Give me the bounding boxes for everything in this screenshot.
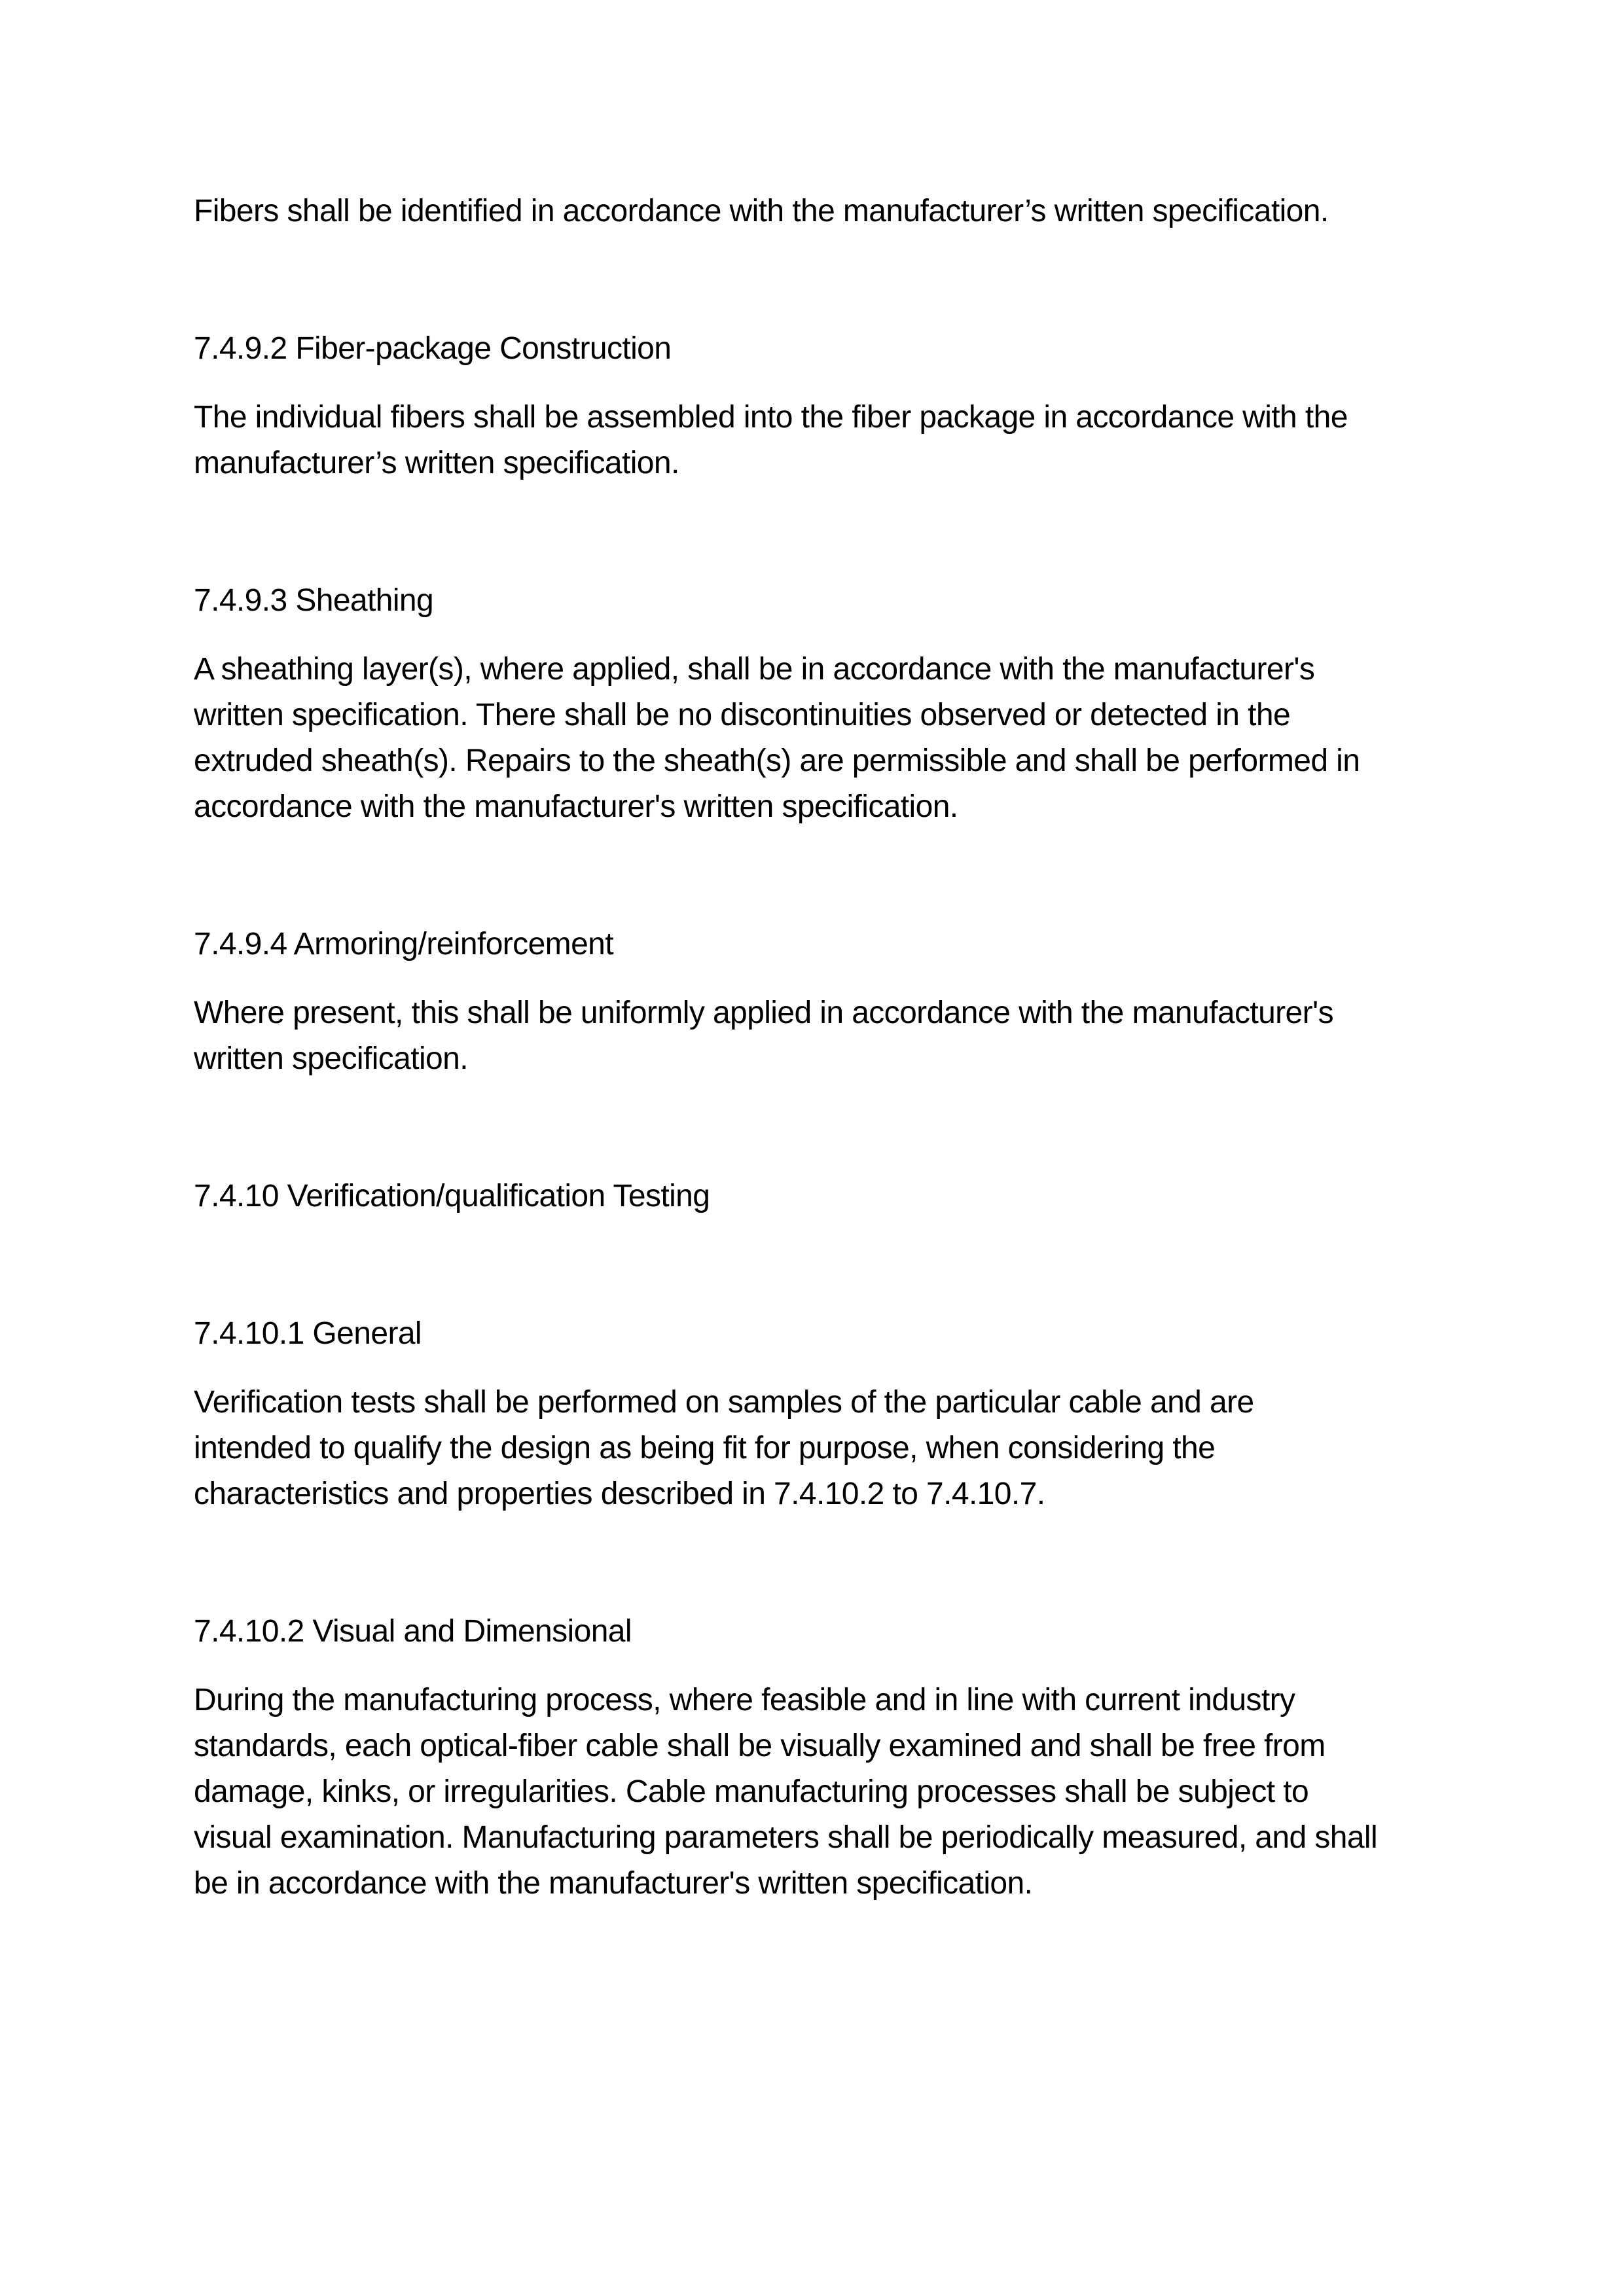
heading-7-4-9-3: 7.4.9.3 Sheathing [194,583,434,618]
paragraph-verification-general [194,1380,1477,1517]
paragraph-line: The individual fibers shall be assembled into the fiber package in accordance with the [194,400,1348,435]
paragraph-line: written specification. [194,1041,468,1076]
heading-7-4-10-2: 7.4.10.2 Visual and Dimensional [194,1614,632,1649]
paragraph-line: written specification. There shall be no discontinuities observed or detected in the [194,698,1291,732]
paragraph-fiber-package [194,395,1477,486]
paragraph-line: A sheathing layer(s), where applied, shall be in accordance with the manufacturer's [194,652,1315,687]
heading-7-4-9-2: 7.4.9.2 Fiber-package Construction [194,331,672,366]
paragraph-line: Verification tests shall be performed on samples of the particular cable and are [194,1385,1254,1420]
paragraph-line: During the manufacturing process, where feasible and in line with current industry [194,1683,1295,1717]
paragraph-line: intended to qualify the design as being fit for purpose, when considering the [194,1431,1216,1465]
paragraph-line: Where present, this shall be uniformly applied in accordance with the manufacturer's [194,996,1333,1030]
heading-7-4-10-1: 7.4.10.1 General [194,1316,422,1351]
paragraph-visual-dimensional [194,1677,1477,1907]
paragraph-line: extruded sheath(s). Repairs to the sheath(s) are permissible and shall be performed in [194,744,1360,778]
paragraph-line: characteristics and properties described in 7.4.10.2 to 7.4.10.7. [194,1477,1045,1511]
paragraph-line: be in accordance with the manufacturer's written specification. [194,1866,1033,1901]
paragraph-line: standards, each optical-fiber cable shall be visually examined and shall be free from [194,1729,1326,1763]
paragraph-sheathing [194,647,1477,830]
heading-7-4-10: 7.4.10 Verification/qualification Testing [194,1179,710,1213]
paragraph-line: manufacturer’s written specification. [194,446,679,480]
paragraph-armoring [194,990,1477,1082]
paragraph-fiber-identification [194,188,1477,234]
paragraph-line: accordance with the manufacturer's written specification. [194,789,958,824]
paragraph-line: Fibers shall be identified in accordance with the manufacturer’s written specification. [194,194,1329,228]
paragraph-line: visual examination. Manufacturing parameters shall be periodically measured, and shall [194,1820,1378,1855]
paragraph-line: damage, kinks, or irregularities. Cable manufacturing processes shall be subject to [194,1774,1309,1809]
heading-7-4-9-4: 7.4.9.4 Armoring/reinforcement [194,927,613,961]
document-content [194,188,1477,1929]
